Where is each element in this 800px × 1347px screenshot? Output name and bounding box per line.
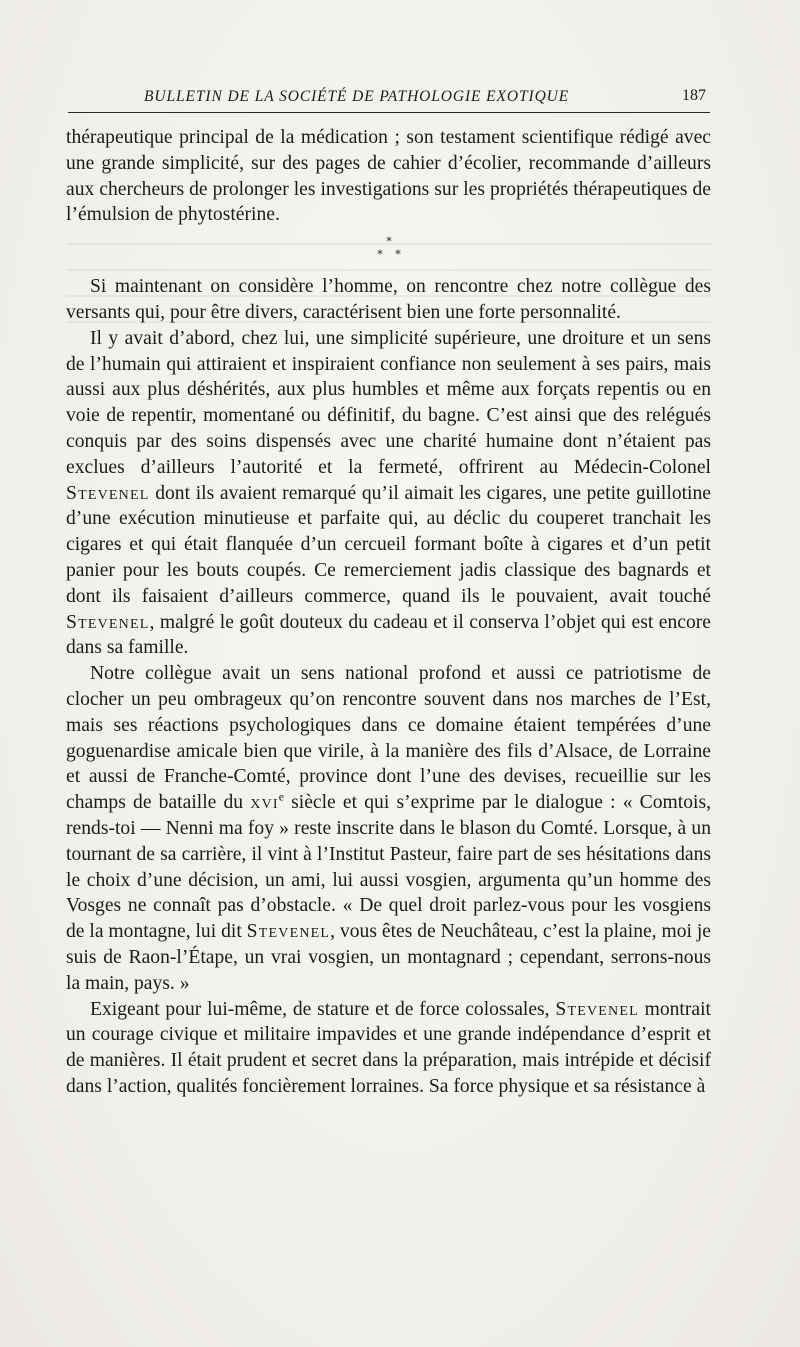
paragraph-3-text-a: Il y avait d’abord, chez lui, une simplicité supérieure, une droiture et un sens de l’humain qui attiraient et inspiraient confiance non seulement à ses pairs, mais aussi aux plus déshérités, aux plus humbles et même aux forçats repentis ou en voie de repentir, momentané ou définitif, du bagne. C’est ainsi que des relégués conquis par des soins dispensés avec une charité humaine dont n’étaient pas exclues d’ailleurs l’autorité et la fermeté, offrirent au Médecin-Colonel (66, 327, 711, 478)
paragraph-3-text-c: , malgré le goût douteux du cadeau et il conserva l’objet qui est encore dans sa famille. (66, 611, 711, 659)
paragraph-4 (66, 661, 711, 996)
section-separator (66, 228, 711, 274)
author-name-stevenel: Stevenel (555, 998, 639, 1020)
author-name-stevenel: Stevenel (246, 921, 331, 943)
svg-text:*: * (376, 248, 383, 262)
paragraph-4-text-b: siècle et qui s’exprime par le dialogue : « Comtois, rends-toi — Nenni ma foy » reste inscrite dans le blason du Comté. Lorsque, à un tournant de sa carrière, il vint à l’Institut Pasteur, faire part de ses hésitations dans le choix d’une décision, un ami, lui aussi vosgien, argumenta qu’un homme des Vosges ne connaît pas d’obstacle. « De quel droit parlez-vous pour les vosgiens de la montagne, lui dit (66, 792, 711, 943)
paragraph-4-text-a: Notre collègue avait un sens national profond et aussi ce patriotisme de clocher un peu ombrageux qu’on rencontre souvent dans nos marches de l’Est, mais ses réactions psychologiques dans ce domaine étaient tempérées d’une goguenardise amicale bien que virile, à la manière des fils d’Alsace, de Lorraine et aussi de Franche-Comté, province dont l’une des devises, recueillie sur les champs de bataille du (66, 663, 711, 814)
article-body (66, 125, 711, 1100)
page-number: 187 (682, 87, 706, 104)
running-header (68, 84, 710, 113)
paragraph-5-text-b: montrait un courage civique et militaire impavides et une grande indépendance d’esprit et de manières. Il était prudent et secret dans la préparation, mais intrépide et décisif dans l’action, qualités foncièrement lorraines. Sa force physique et sa résistance à (66, 998, 711, 1097)
paragraph-4-text-c: , vous êtes de Neuchâteau, c’est la plaine, moi je suis de Raon-l’Étape, un vrai vosgien, un montagnard ; cependant, serrons-nous la main, pays. » (66, 921, 712, 994)
century-superscript: e (278, 790, 284, 804)
century-numeral: xvi (250, 792, 279, 814)
paragraph-1: thérapeutique principal de la médication ; son testament scientifique rédigé avec une grande simplicité, sur des pages de cahier d’écolier, recommande d’ailleurs aux chercheurs de prolonger les investigations sur les propriétés thérapeutiques de l’émulsion de phytostérine. (66, 127, 711, 226)
asterism-icon (374, 234, 404, 264)
author-name-stevenel: Stevenel (66, 611, 150, 633)
svg-text:*: * (394, 248, 401, 262)
paragraph-5-text-a: Exigeant pour lui-même, de stature et de force colossales, (90, 998, 550, 1020)
paragraph-3 (66, 326, 711, 661)
paragraph-2: Si maintenant on considère l’homme, on rencontre chez notre collègue des versants qui, pour être divers, caractérisent bien une forte personnalité. (66, 276, 711, 323)
author-name-stevenel: Stevenel (66, 482, 150, 504)
svg-text:*: * (385, 235, 392, 249)
paragraph-3-text-b: dont ils avaient remarqué qu’il aimait les cigares, une petite guillotine d’une exécution minutieuse et parfaite qui, au déclic du couperet tranchait les cigares et qui était flanquée d’un cercueil formant boîte à cigares et d’un petit panier pour les bouts coupés. Ce remerciement jadis classique des bagnards et dont ils faisaient d’ailleurs commerce, quand ils le pouvaient, avait touché (66, 482, 711, 607)
paragraph-5 (66, 997, 711, 1100)
journal-title: BULLETIN DE LA SOCIÉTÉ DE PATHOLOGIE EXOTIQUE (144, 88, 570, 105)
